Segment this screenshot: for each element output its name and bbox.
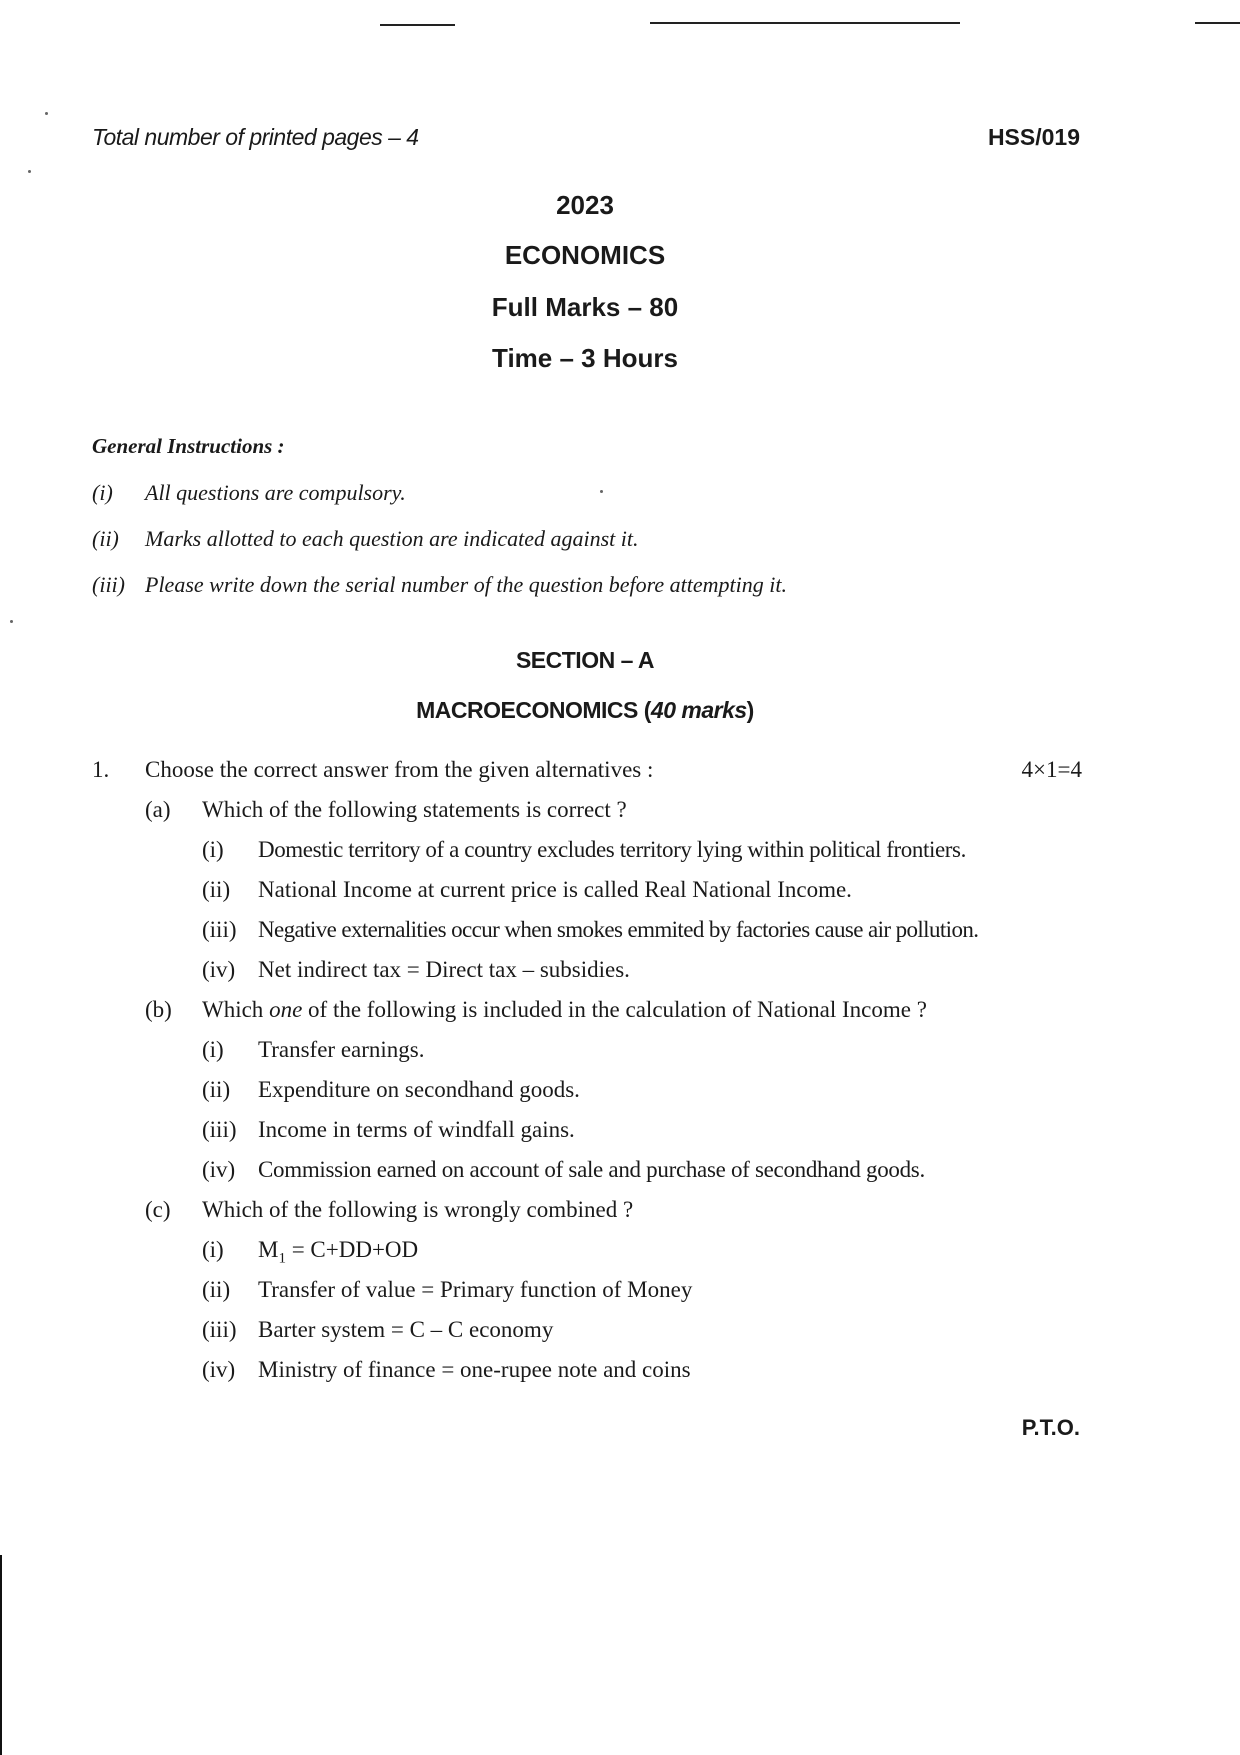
option-text: Transfer earnings. bbox=[258, 1037, 425, 1062]
option-number: (i) bbox=[202, 837, 224, 862]
part-text-end: of the following is included in the calculation of National Income ? bbox=[302, 997, 927, 1022]
part-label: (c) bbox=[145, 1197, 171, 1222]
option-number: (ii) bbox=[202, 877, 231, 902]
instruction-number: (i) bbox=[92, 480, 113, 505]
option-text: Transfer of value = Primary function of Money bbox=[258, 1277, 693, 1302]
scan-dust bbox=[28, 170, 31, 173]
part-text bbox=[202, 997, 927, 1023]
option-number: (i) bbox=[202, 1037, 224, 1062]
question-marks: 4×1=4 bbox=[1021, 757, 1082, 782]
section-subtitle bbox=[0, 697, 1170, 724]
printed-pages-note: Total number of printed pages – 4 bbox=[92, 124, 419, 150]
option-text: National Income at current price is called Real National Income. bbox=[258, 877, 852, 902]
scan-mark-line bbox=[650, 22, 960, 24]
option-number: (ii) bbox=[202, 1277, 231, 1302]
exam-time: Time – 3 Hours bbox=[492, 343, 678, 373]
option-number: (iv) bbox=[202, 957, 236, 982]
instruction-number: (ii) bbox=[92, 526, 119, 551]
option-text: Barter system = C – C economy bbox=[258, 1317, 554, 1342]
exam-year: 2023 bbox=[556, 190, 614, 220]
option-text: Net indirect tax = Direct tax – subsidies. bbox=[258, 957, 630, 982]
instructions-heading: General Instructions : bbox=[92, 434, 285, 458]
option-number: (i) bbox=[202, 1237, 224, 1262]
part-text: Which of the following statements is correct ? bbox=[202, 797, 627, 822]
pto-note: P.T.O. bbox=[1021, 1415, 1080, 1440]
section-subtitle-end: ) bbox=[746, 697, 754, 723]
section-title: SECTION – A bbox=[515, 647, 655, 673]
option-text: Negative externalities occur when smokes emmited by factories cause air pollution. bbox=[258, 917, 979, 942]
section-marks: 40 marks bbox=[650, 697, 747, 723]
option-number: (ii) bbox=[202, 1077, 231, 1102]
money-subscript: 1 bbox=[278, 1250, 286, 1267]
part-text-start: Which bbox=[202, 997, 270, 1022]
scan-dust bbox=[10, 620, 13, 623]
option-text: Expenditure on secondhand goods. bbox=[258, 1077, 580, 1102]
question-text: Choose the correct answer from the given alternatives : bbox=[145, 757, 654, 782]
option-text: Commission earned on account of sale and purchase of secondhand goods. bbox=[258, 1157, 925, 1182]
scan-mark-line bbox=[380, 24, 455, 26]
part-text-emphasis: one bbox=[269, 997, 303, 1022]
option-number: (iii) bbox=[202, 1117, 237, 1142]
option-number: (iii) bbox=[202, 917, 237, 942]
full-marks: Full Marks – 80 bbox=[491, 292, 679, 322]
option-text: Domestic territory of a country excludes territory lying within political frontiers. bbox=[258, 837, 966, 862]
question-number: 1. bbox=[92, 757, 110, 782]
option-number: (iv) bbox=[202, 1357, 236, 1382]
option-number: (iv) bbox=[202, 1157, 236, 1182]
part-label: (b) bbox=[145, 997, 172, 1022]
option-text: Ministry of finance = one-rupee note and coins bbox=[258, 1357, 691, 1382]
scan-margin-bar bbox=[0, 1555, 2, 1755]
money-formula: = C+DD+OD bbox=[285, 1237, 419, 1262]
scan-dust bbox=[600, 490, 603, 493]
instruction-number: (iii) bbox=[92, 572, 125, 597]
exam-subject: ECONOMICS bbox=[504, 240, 666, 270]
section-subtitle-main: MACROECONOMICS ( bbox=[416, 697, 651, 723]
instruction-text: All questions are compulsory. bbox=[145, 480, 406, 505]
instruction-text: Marks allotted to each question are indicated against it. bbox=[145, 526, 639, 551]
instruction-text: Please write down the serial number of the question before attempting it. bbox=[145, 572, 787, 597]
option-number: (iii) bbox=[202, 1317, 237, 1342]
part-label: (a) bbox=[145, 797, 171, 822]
option-text bbox=[258, 1237, 418, 1268]
money-symbol: M bbox=[258, 1237, 279, 1262]
scan-dust bbox=[45, 112, 48, 115]
scan-mark-line bbox=[1195, 22, 1240, 24]
part-text: Which of the following is wrongly combined ? bbox=[202, 1197, 634, 1222]
paper-code: HSS/019 bbox=[987, 124, 1080, 150]
option-text: Income in terms of windfall gains. bbox=[258, 1117, 575, 1142]
